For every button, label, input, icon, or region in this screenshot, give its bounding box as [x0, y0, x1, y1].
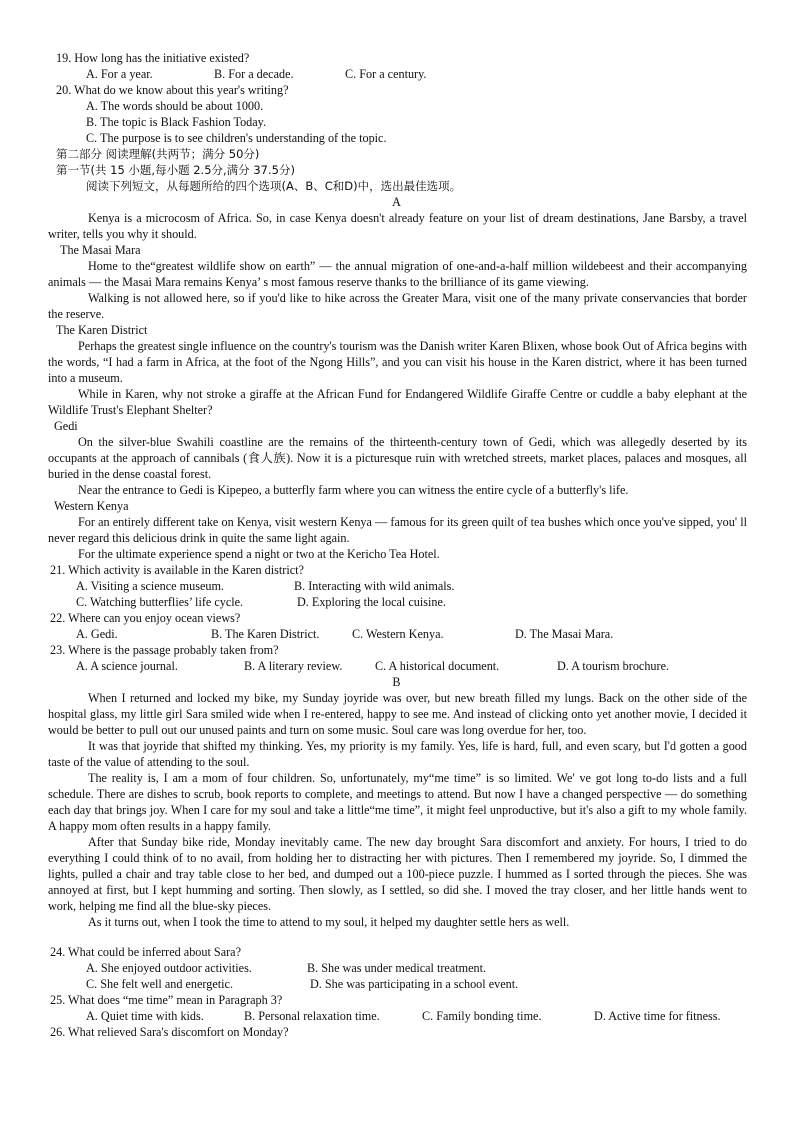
paragraph: Home to the“greatest wildlife show on earth” — the annual migration of one-and-a-half million wildebeest and their accompanying animals — the Masai Mara remains Kenya’ s most famous reserve thanks to the brilliance of its game viewing. — [48, 259, 747, 289]
paragraph: As it turns out, when I took the time to attend to my soul, it helped my daughter settle hers as well. — [88, 915, 570, 929]
question-20: 20. What do we know about this year's writing? — [56, 83, 289, 97]
section-title-western-kenya: Western Kenya — [54, 499, 129, 513]
paragraph: Perhaps the greatest single influence on the country's tourism was the Danish writer Karen Blixen, whose book Out of Africa begins with the words, “I had a farm in Africa, at the foot of the Ngong Hills”, and you can visit his house in the Karen district, where it has been turned into a museum. — [48, 339, 747, 385]
question-21: 21. Which activity is available in the Karen district? — [50, 563, 304, 577]
paragraph: When I returned and locked my bike, my Sunday joyride was over, but new breath filled my lungs. Back on the other side of the hospital glass, my little girl Sara smiled wide when I re-entered, happy to see me. And instead of clicking onto yet another movie, I decided it would be better to pull out our unused paints and turn on some music. Soul care was long overdue for her, too. — [48, 691, 747, 737]
paragraph: Near the entrance to Gedi is Kipepeo, a butterfly farm where you can witness the entire cycle of a butterfly's life. — [78, 483, 629, 497]
paragraph: It was that joyride that shifted my thinking. Yes, my priority is my family. Yes, life is hard, full, and even scary, but I'd gotten a good taste of the value of attending to the soul. — [48, 739, 747, 769]
question-22-options — [0, 626, 793, 642]
paragraph: After that Sunday bike ride, Monday inevitably came. The new day brought Sara discomfort and anxiety. For hours, I tried to do everything I could think of to no avail, from holding her to distracting her with pictures. Then I remembered my joyride. So, I dimmed the lights, pulled a chair and tray table close to her bed, and dumped out a 100-piece puzzle. I hummed as I sorted through the pieces. She was annoyed at first, but I kept humming and sorting. Then slowly, as I settled, so did she. I moved the tray closer, and her little hands went to work, helping me find all the blue-sky pieces. — [48, 835, 747, 913]
paragraph: On the silver-blue Swahili coastline are the remains of the thirteenth-century town of Gedi, which was allegedly deserted by its occupants at the approach of cannibals (食人族). Now it is a picturesque ruin with wretched streets, market places, palaces and mosques, all buried in the dense coastal forest. — [48, 435, 747, 481]
paragraph: The reality is, I am a mom of four children. So, unfortunately, my“me time” is so limited. We' ve got long to-do lists and a full schedule. There are dishes to scrub, book reports to complete, and meetings to attend. But now I have a changed perspective — do something each day that brings joy. When I care for my soul and take a little“me time”, it might feel unproductive, but it's also a gift to my whole family. A happy mom often results in a happy family. — [48, 771, 747, 833]
paragraph: For an entirely different take on Kenya, visit western Kenya — famous for its green quilt of tea bushes which once you've sipped, you' ll never regard this delicious drink in quite the same light again. — [48, 515, 747, 545]
question-21-options-row1 — [0, 578, 793, 594]
option-d[interactable]: D. A tourism brochure. — [557, 659, 670, 673]
question-22: 22. Where can you enjoy ocean views? — [50, 611, 241, 625]
instruction: 阅读下列短文，从每题所给的四个选项(A、B、C和D)中，选出最佳选项。 — [86, 179, 462, 193]
option-c[interactable]: C. A historical document. — [375, 659, 500, 673]
question-25-options — [0, 1008, 793, 1024]
option-d[interactable]: D. The Masai Mara. — [515, 627, 614, 641]
option-c[interactable]: C. The purpose is to see children's understanding of the topic. — [86, 131, 387, 145]
option-d[interactable]: D. She was participating in a school event. — [310, 977, 519, 991]
passage-a-intro: Kenya is a microcosm of Africa. So, in case Kenya doesn't already feature on your list of dream destinations, Jane Barsby, a travel writer, tells you why it should. — [48, 211, 747, 241]
option-c[interactable]: C. She felt well and energetic. — [86, 977, 233, 991]
option-a[interactable]: A. Gedi. — [76, 627, 118, 641]
section-title-gedi: Gedi — [54, 419, 78, 433]
question-24-options-row2 — [0, 976, 793, 992]
paragraph: For the ultimate experience spend a night or two at the Kericho Tea Hotel. — [78, 547, 440, 561]
question-21-options-row2 — [0, 594, 793, 610]
option-a[interactable]: A. The words should be about 1000. — [86, 99, 264, 113]
option-c[interactable]: C. Western Kenya. — [352, 627, 444, 641]
passage-b-label: B — [392, 675, 401, 689]
option-a[interactable]: A. For a year. — [86, 67, 153, 81]
option-a[interactable]: A. Visiting a science museum. — [76, 579, 224, 593]
passage-a-label: A — [392, 195, 401, 209]
option-b[interactable]: B. A literary review. — [244, 659, 343, 673]
option-b[interactable]: B. The Karen District. — [211, 627, 320, 641]
question-23-options — [0, 658, 793, 674]
question-19: 19. How long has the initiative existed? — [56, 51, 250, 65]
question-24-options-row1 — [0, 960, 793, 976]
option-b[interactable]: B. Personal relaxation time. — [244, 1009, 380, 1023]
section-title-karen-district: The Karen District — [56, 323, 148, 337]
option-a[interactable]: A. She enjoyed outdoor activities. — [86, 961, 252, 975]
option-b[interactable]: B. The topic is Black Fashion Today. — [86, 115, 267, 129]
option-b[interactable]: B. She was under medical treatment. — [307, 961, 487, 975]
option-a[interactable]: A. A science journal. — [76, 659, 178, 673]
option-c[interactable]: C. Watching butterflies’ life cycle. — [76, 595, 244, 609]
option-c[interactable]: C. Family bonding time. — [422, 1009, 542, 1023]
exam-page — [0, 50, 793, 1040]
section-heading: 第一节(共 15 小题,每小题 2.5分,满分 37.5分) — [56, 163, 295, 177]
part-heading: 第二部分 阅读理解(共两节；满分 50分) — [56, 147, 260, 161]
question-24: 24. What could be inferred about Sara? — [50, 945, 241, 959]
option-a[interactable]: A. Quiet time with kids. — [86, 1009, 204, 1023]
question-19-options — [0, 66, 793, 82]
question-23: 23. Where is the passage probably taken from? — [50, 643, 279, 657]
section-title-masai-mara: The Masai Mara — [60, 243, 141, 257]
question-25: 25. What does “me time” mean in Paragraph 3? — [50, 993, 283, 1007]
paragraph: While in Karen, why not stroke a giraffe at the African Fund for Endangered Wildlife Giraffe Centre or cuddle a baby elephant at the Wildlife Trust's Elephant Shelter? — [48, 387, 747, 417]
option-b[interactable]: B. For a decade. — [214, 67, 294, 81]
option-c[interactable]: C. For a century. — [345, 67, 427, 81]
option-d[interactable]: D. Exploring the local cuisine. — [297, 595, 446, 609]
option-d[interactable]: D. Active time for fitness. — [594, 1009, 721, 1023]
question-26: 26. What relieved Sara's discomfort on Monday? — [50, 1025, 289, 1039]
option-b[interactable]: B. Interacting with wild animals. — [294, 579, 455, 593]
paragraph: Walking is not allowed here, so if you'd like to hike across the Greater Mara, visit one of the many private conservancies that border the reserve. — [48, 291, 747, 321]
